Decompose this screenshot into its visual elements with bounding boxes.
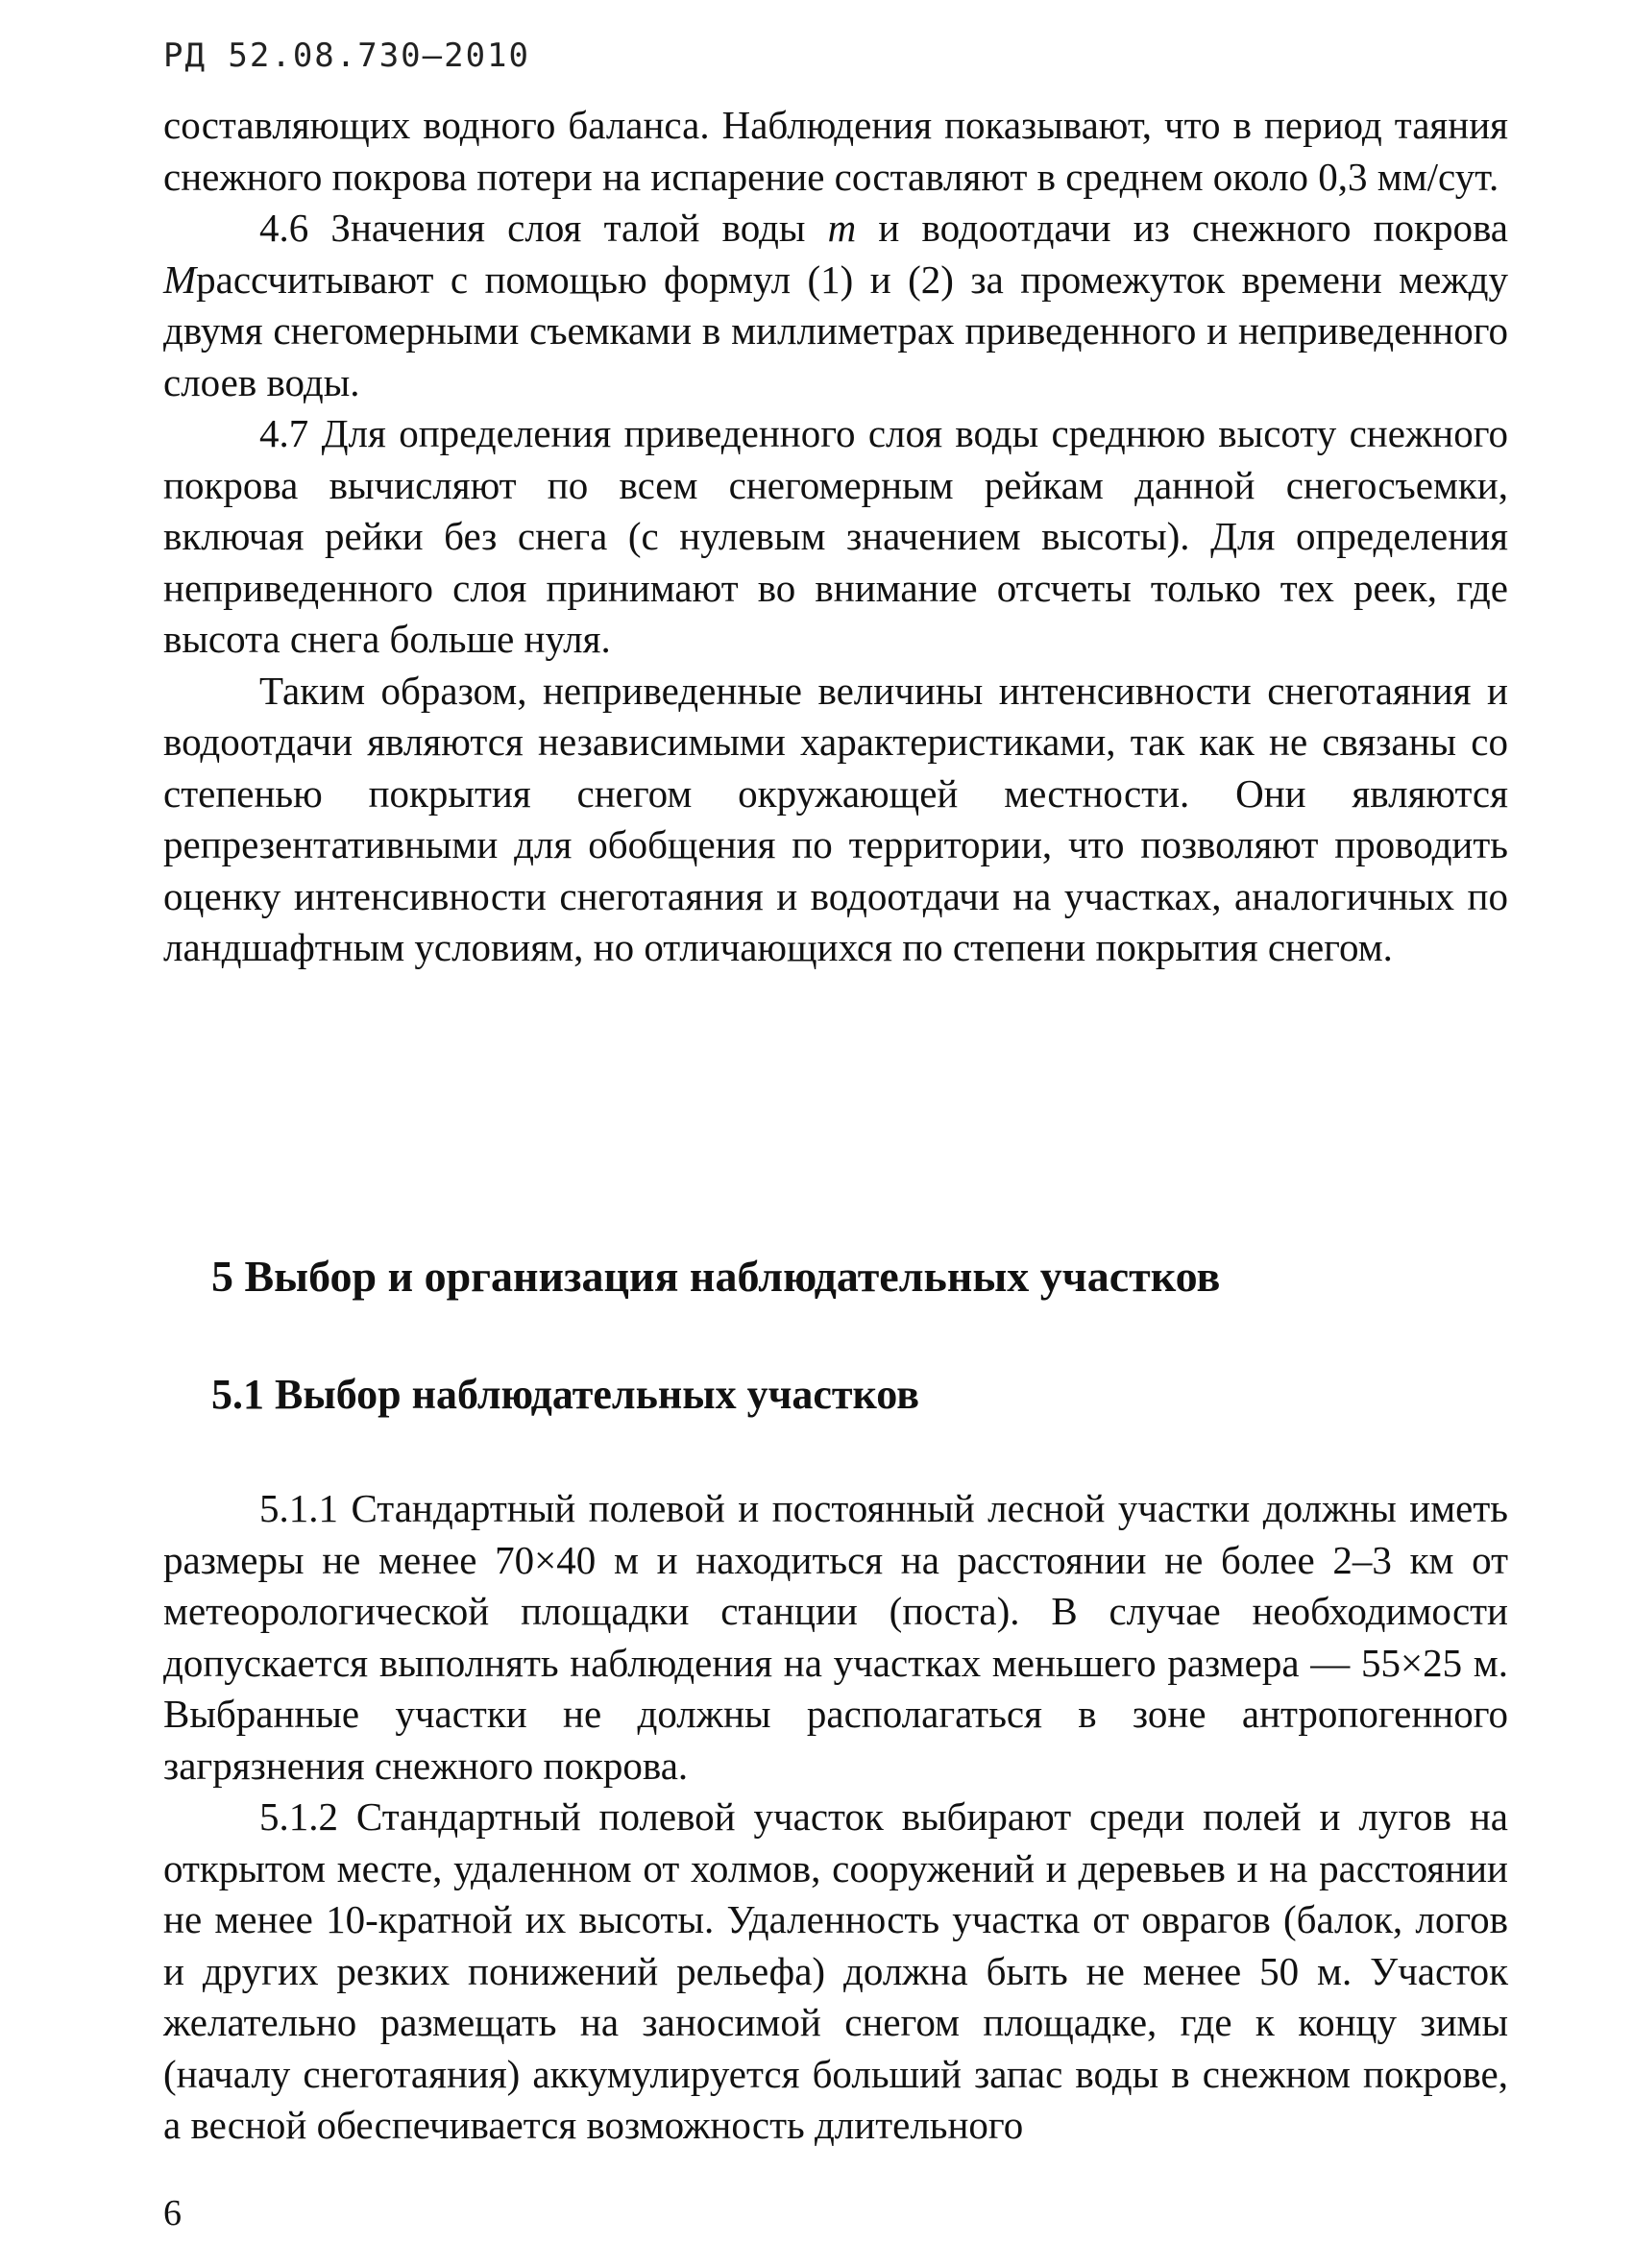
document-code: РД 52.08.730–2010 — [163, 37, 530, 75]
section-5-heading: 5 Выбор и организация наблюдательных участков — [211, 1252, 1221, 1301]
paragraph-5-1-1: 5.1.1 Стандартный полевой и постоянный лесной участки должны иметь размеры не менее 70×40 м и находиться на расстоянии не более 2–3 км от метеорологической площадки станции (поста). В случае необходимости допускается выполнять наблюдения на участках меньшего размера — 55×25 м. Выбранные участки не должны располагаться в зоне антропогенного загрязнения снежного покрова. — [163, 1486, 1508, 1788]
paragraph-4-6-part-a: 4.6 Значения слоя талой воды — [259, 206, 828, 250]
paragraph-4-6-part-c: рассчитывают с помощью формул (1) и (2) за промежуток времени между двумя снегомерными съемками в миллиметрах приведенного и неприведенного слоев воды. — [163, 256, 1508, 404]
section-5-1-heading: 5.1 Выбор наблюдательных участков — [211, 1371, 919, 1418]
variable-m: m — [827, 206, 857, 250]
paragraph-4-6-part-b: и водоотдачи из снежного покрова — [856, 206, 1508, 250]
paragraph-5-1-2: 5.1.2 Стандартный полевой участок выбирают среди полей и лугов на открытом месте, удаленном от холмов, сооружений и деревьев и на расстоянии не менее 10-кратной их высоты. Удаленность участка от оврагов (балок, логов и других резких понижений рельефа) должна быть не менее 50 м. Участок желательно размещать на заносимой снегом площадке, где к концу зимы (началу снеготаяния) аккумулируется больший запас воды в снежном покрове, а весной обеспечивается возможность длительного — [163, 1794, 1508, 2147]
paragraph-4-6 — [163, 203, 1508, 408]
section-4-text — [163, 100, 1508, 974]
section-5-1-text — [163, 1483, 1508, 2152]
paragraph-4-7: 4.7 Для определения приведенного слоя воды среднюю высоту снежного покрова вычисляют по всем снегомерным рейкам данной снегосъемки, включая рейки без снега (с нулевым значением высоты). Для определения неприведенного слоя принимают во внимание отсчеты только тех реек, где высота снега больше нуля. — [163, 411, 1508, 661]
paragraph-thus: Таким образом, неприведенные величины интенсивности снеготаяния и водоотдачи являются независимыми характеристиками, так как не связаны со степенью покрытия снегом окружающей местности. Они являются репрезентативными для обобщения по территории, что позволяют проводить оценку интенсивности снеготаяния и водоотдачи на участках, аналогичных по ландшафтным условиям, но отличающихся по степени покрытия снегом. — [163, 668, 1508, 969]
page-number: 6 — [163, 2193, 182, 2233]
variable-M: M — [163, 256, 197, 302]
paragraph-continuation: составляющих водного баланса. Наблюдения показывают, что в период таяния снежного покрова потери на испарение составляют в среднем около 0,3 мм/сут. — [163, 103, 1508, 199]
